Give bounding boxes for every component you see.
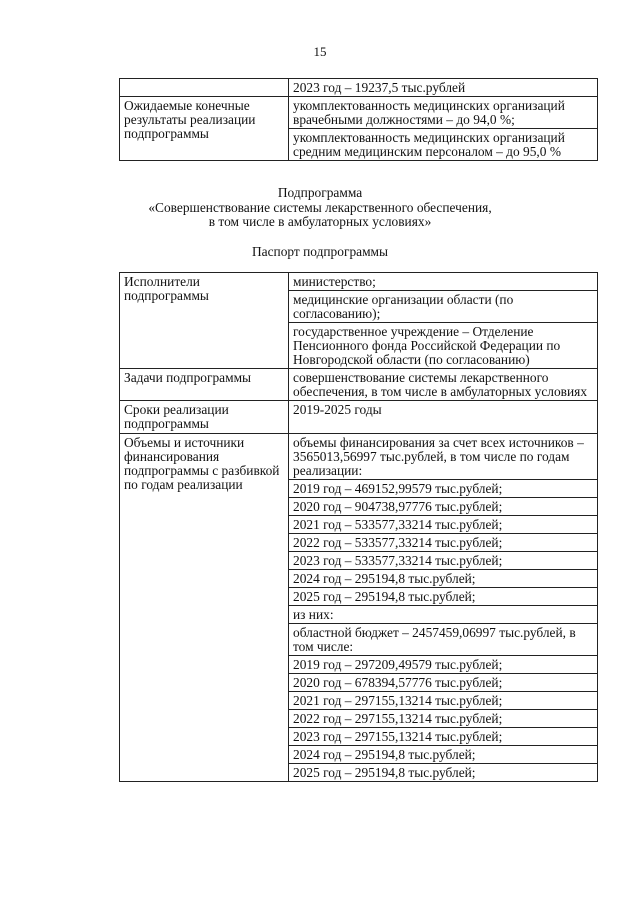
table-cell bbox=[289, 369, 598, 401]
list-item: 2024 год – 295194,8 тыс.рублей; bbox=[289, 746, 597, 764]
list-item: 2019 год – 297209,49579 тыс.рублей; bbox=[289, 656, 597, 674]
table-cell-text: совершенствование системы лекарственного обеспечения, в том числе в амбулаторных условиях bbox=[293, 370, 588, 399]
table-row bbox=[120, 79, 598, 97]
subprogram-name-line: в том числе в амбулаторных условиях» bbox=[208, 214, 432, 229]
row-label-executors: Исполнители подпрограммы bbox=[120, 273, 289, 369]
row-label-terms: Сроки реализации подпрограммы bbox=[120, 401, 289, 434]
list-item: государственное учреждение – Отделение Пенсионного фонда Российской Федерации по Новгородской области (по согласованию) bbox=[293, 324, 561, 367]
list-item: 2023 год – 297155,13214 тыс.рублей; bbox=[289, 728, 597, 746]
table-row bbox=[120, 369, 598, 401]
row-label-tasks: Задачи подпрограммы bbox=[120, 369, 289, 401]
table-cell bbox=[289, 401, 598, 434]
list-item: объемы финансирования за счет всех источников – 3565013,56997 тыс.рублей, в том числе по годам реализации: bbox=[289, 434, 597, 480]
list-item: 2019 год – 469152,99579 тыс.рублей; bbox=[289, 480, 597, 498]
row-label-expected-results: Ожидаемые конечные результаты реализации подпрограммы bbox=[120, 97, 289, 161]
list-item: 2025 год – 295194,8 тыс.рублей; bbox=[289, 588, 597, 606]
list-item: 2024 год – 295194,8 тыс.рублей; bbox=[289, 570, 597, 588]
passport-heading: Паспорт подпрограммы bbox=[251, 244, 389, 259]
table-cell bbox=[289, 97, 598, 161]
list-item: укомплектованность медицинских организаций средним медицинским персоналом – до 95,0 % bbox=[293, 130, 565, 159]
table-cell bbox=[289, 434, 598, 782]
list-item: 2022 год – 297155,13214 тыс.рублей; bbox=[289, 710, 597, 728]
subprogram-heading: Подпрограмма bbox=[277, 185, 363, 200]
table-cell bbox=[289, 79, 598, 97]
subprogram-name-line: «Совершенствование системы лекарственного обеспечения, bbox=[148, 200, 492, 215]
subprogram-name bbox=[0, 201, 640, 229]
table-cell-text: 2023 год – 19237,5 тыс.рублей bbox=[293, 80, 466, 95]
list-item: 2021 год – 297155,13214 тыс.рублей; bbox=[289, 692, 597, 710]
list-item: 2021 год – 533577,33214 тыс.рублей; bbox=[289, 516, 597, 534]
table-row bbox=[120, 401, 598, 434]
list-item: из них: bbox=[289, 606, 597, 624]
row-label-funding: Объемы и источники финансирования подпрограммы с разбивкой по годам реализации bbox=[120, 434, 289, 782]
list-item: укомплектованность медицинских организаций врачебными должностями – до 94,0 %; bbox=[289, 97, 597, 129]
list-item: областной бюджет – 2457459,06997 тыс.рублей, в том числе: bbox=[289, 624, 597, 656]
list-item: 2025 год – 295194,8 тыс.рублей; bbox=[293, 765, 476, 780]
list-item: 2020 год – 678394,57776 тыс.рублей; bbox=[289, 674, 597, 692]
passport-table bbox=[119, 272, 598, 782]
table-cell bbox=[289, 273, 598, 369]
list-item: 2022 год – 533577,33214 тыс.рублей; bbox=[289, 534, 597, 552]
top-table bbox=[119, 78, 598, 161]
list-item: 2020 год – 904738,97776 тыс.рублей; bbox=[289, 498, 597, 516]
list-item: 2023 год – 533577,33214 тыс.рублей; bbox=[289, 552, 597, 570]
table-row bbox=[120, 273, 598, 369]
table-row bbox=[120, 434, 598, 782]
table-cell-text: 2019-2025 годы bbox=[293, 402, 382, 417]
list-item: министерство; bbox=[289, 273, 597, 291]
table-row bbox=[120, 97, 598, 161]
table-cell-empty bbox=[120, 79, 289, 97]
page-number: 15 bbox=[313, 44, 327, 59]
list-item: медицинские организации области (по согласованию); bbox=[289, 291, 597, 323]
